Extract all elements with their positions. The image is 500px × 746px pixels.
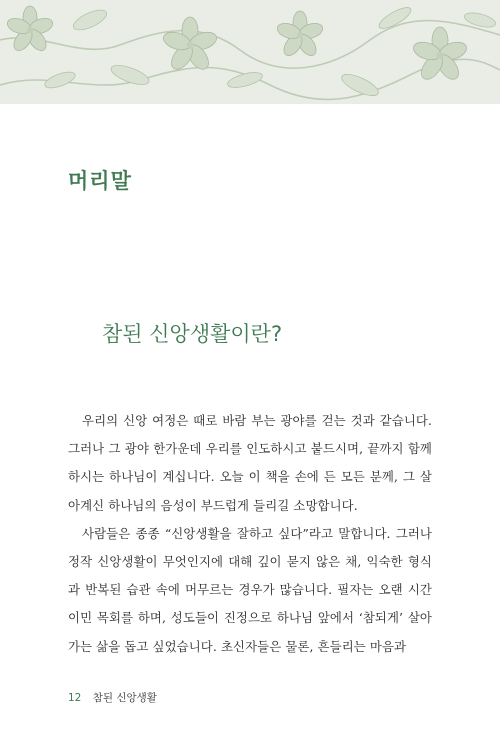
page-number: 12 [68, 692, 82, 704]
body-text [68, 407, 432, 661]
chapter-title: 머리말 [68, 169, 132, 193]
floral-pattern-icon [0, 0, 500, 104]
paragraph: 사람들은 종종 “신앙생활을 잘하고 싶다”라고 말합니다. 그러나 정작 신앙생활이 무엇인지에 대해 깊이 묻지 않은 채, 익숙한 형식과 반복된 습관 속에 머무르는 경우가 많습니다. 필자는 오랜 시간 이민 목회를 하며, 성도들이 진정으로 하나님 앞에서 ‘참되게’ 살아가는 삶을 돕고 싶었습니다. 초신자들은 물론, 흔들리는 마음과 [68, 525, 432, 654]
floral-header-banner [0, 0, 500, 104]
paragraph: 우리의 신앙 여정은 때로 바람 부는 광야를 걷는 것과 같습니다. 그러나 그 광야 한가운데 우리를 인도하시고 붙드시며, 끝까지 함께하시는 하나님이 계십니다. 오늘 이 책을 손에 든 모든 분께, 그 살아계신 하나님의 음성이 부드럽게 들리길 소망합니다. [68, 413, 432, 513]
running-title: 참된 신앙생활 [92, 692, 157, 704]
page-footer [68, 690, 157, 705]
section-title: 참된 신앙생활이란? [102, 322, 283, 346]
